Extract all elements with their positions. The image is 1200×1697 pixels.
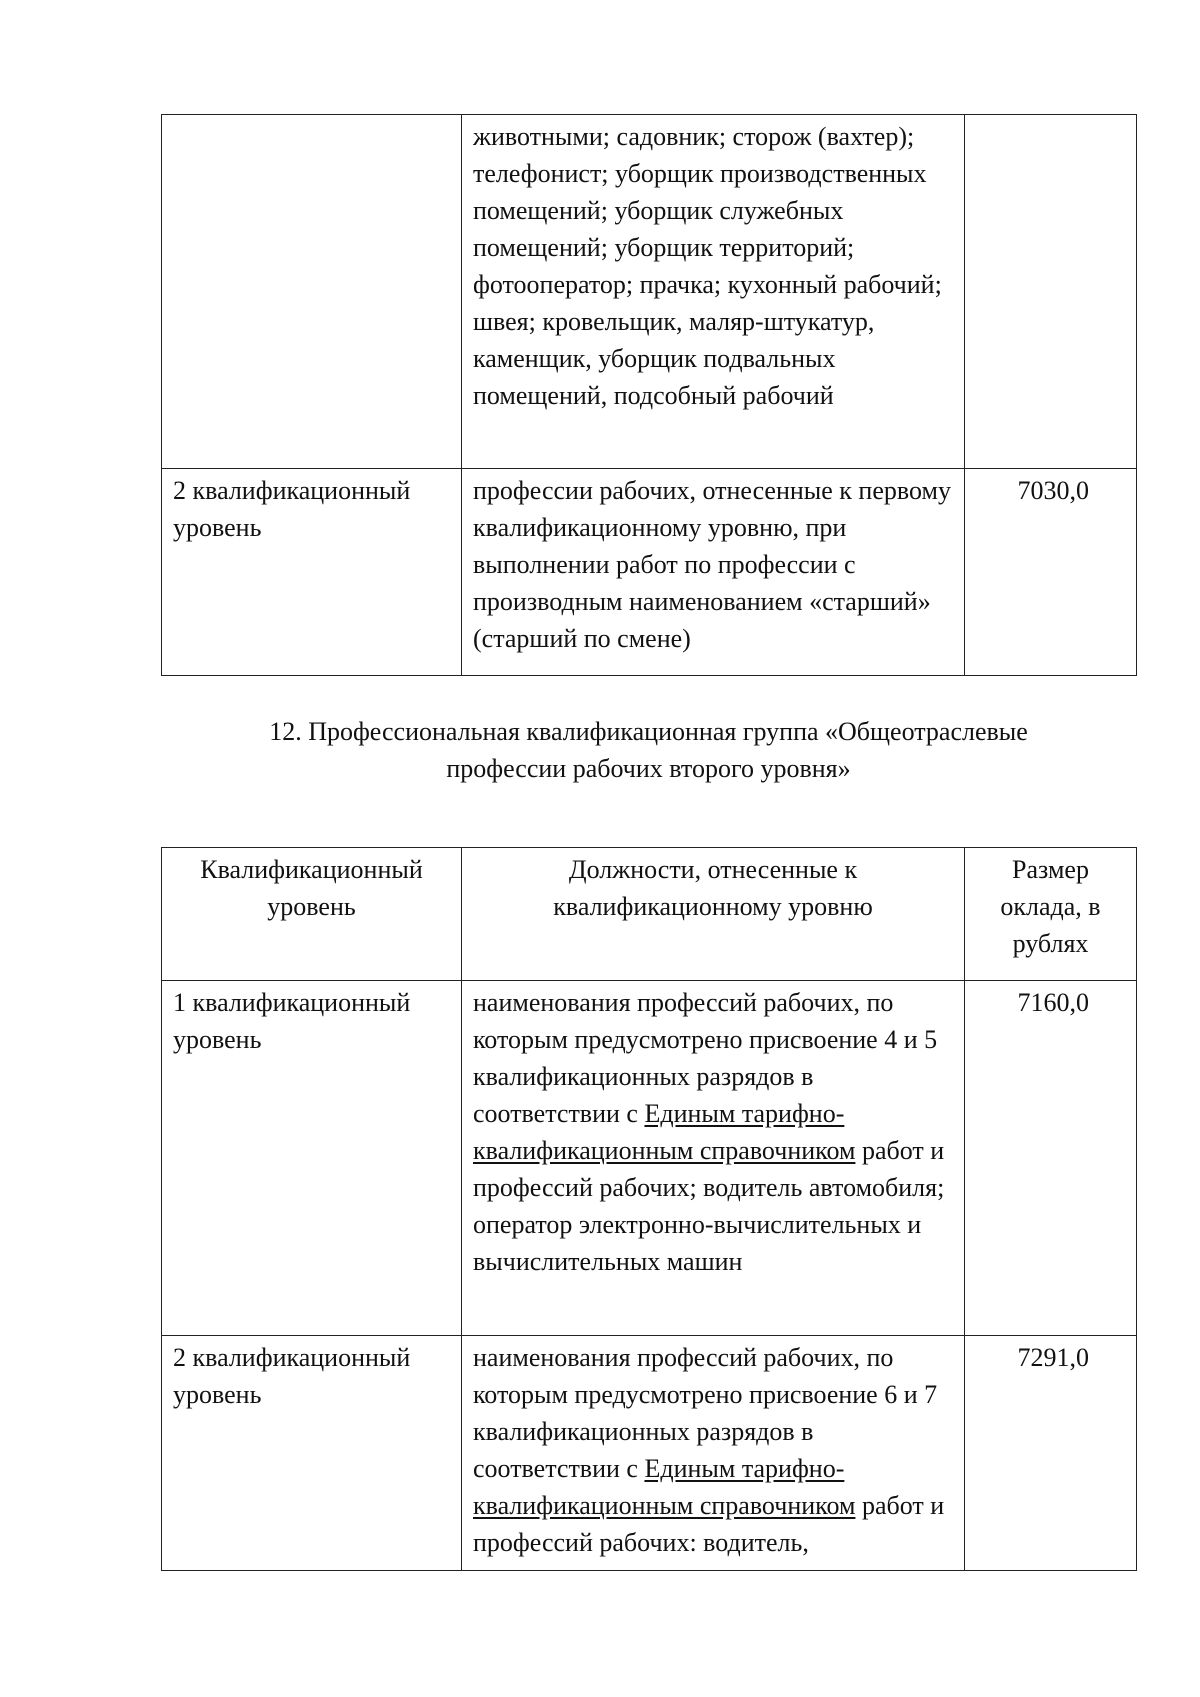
reference-link[interactable]: Единым тарифно-квалификационным справочником [473,1099,856,1165]
qualification-table-continued [161,114,1137,676]
level-cell: 1 квалификационный уровень [162,981,462,1336]
header-salary: Размер оклада, в рублях [965,848,1137,981]
positions-text: работ и профессий рабочих; водитель автомобиля; оператор электронно-вычислительных и вычислительных машин [473,1136,945,1276]
positions-text: наименования профессий рабочих, по которым предусмотрено присвоение 6 и 7 квалификационных разрядов в соответствии с [473,1343,938,1483]
header-level: Квалификационный уровень [162,848,462,981]
reference-link[interactable]: Единым тарифно-квалификационным справочником [473,1454,856,1520]
level-cell: 2 квалификационный уровень [162,1336,462,1571]
positions-cell: животными; садовник; сторож (вахтер); телефонист; уборщик производственных помещений; уборщик служебных помещений; уборщик территорий; фотооператор; прачка; кухонный рабочий; швея; кровельщик, маляр-штукатур, каменщик, уборщик подвальных помещений, подсобный рабочий [462,115,965,469]
table-row [162,115,1137,469]
header-positions: Должности, отнесенные к квалификационному уровню [462,848,965,981]
positions-cell [462,1336,965,1571]
table-header-row [162,848,1137,981]
section-heading-line: 12. Профессиональная квалификационная группа «Общеотраслевые [269,717,1028,746]
level-cell: 2 квалификационный уровень [162,469,462,676]
salary-cell: 7030,0 [965,469,1137,676]
table-row [162,1336,1137,1571]
level-cell [162,115,462,469]
salary-cell [965,115,1137,469]
section-heading [161,713,1136,787]
table-row [162,469,1137,676]
positions-cell [462,981,965,1336]
salary-cell: 7160,0 [965,981,1137,1336]
salary-cell: 7291,0 [965,1336,1137,1571]
positions-text: работ и профессий рабочих: водитель, [473,1491,945,1557]
positions-cell: профессии рабочих, отнесенные к первому квалификационному уровню, при выполнении работ по профессии с производным наименованием «старший» (старший по смене) [462,469,965,676]
qualification-table [161,847,1137,1571]
table-row [162,981,1137,1336]
positions-text: наименования профессий рабочих, по которым предусмотрено присвоение 4 и 5 квалификационных разрядов в соответствии с [473,988,938,1128]
section-heading-line: профессии рабочих второго уровня» [446,754,851,783]
